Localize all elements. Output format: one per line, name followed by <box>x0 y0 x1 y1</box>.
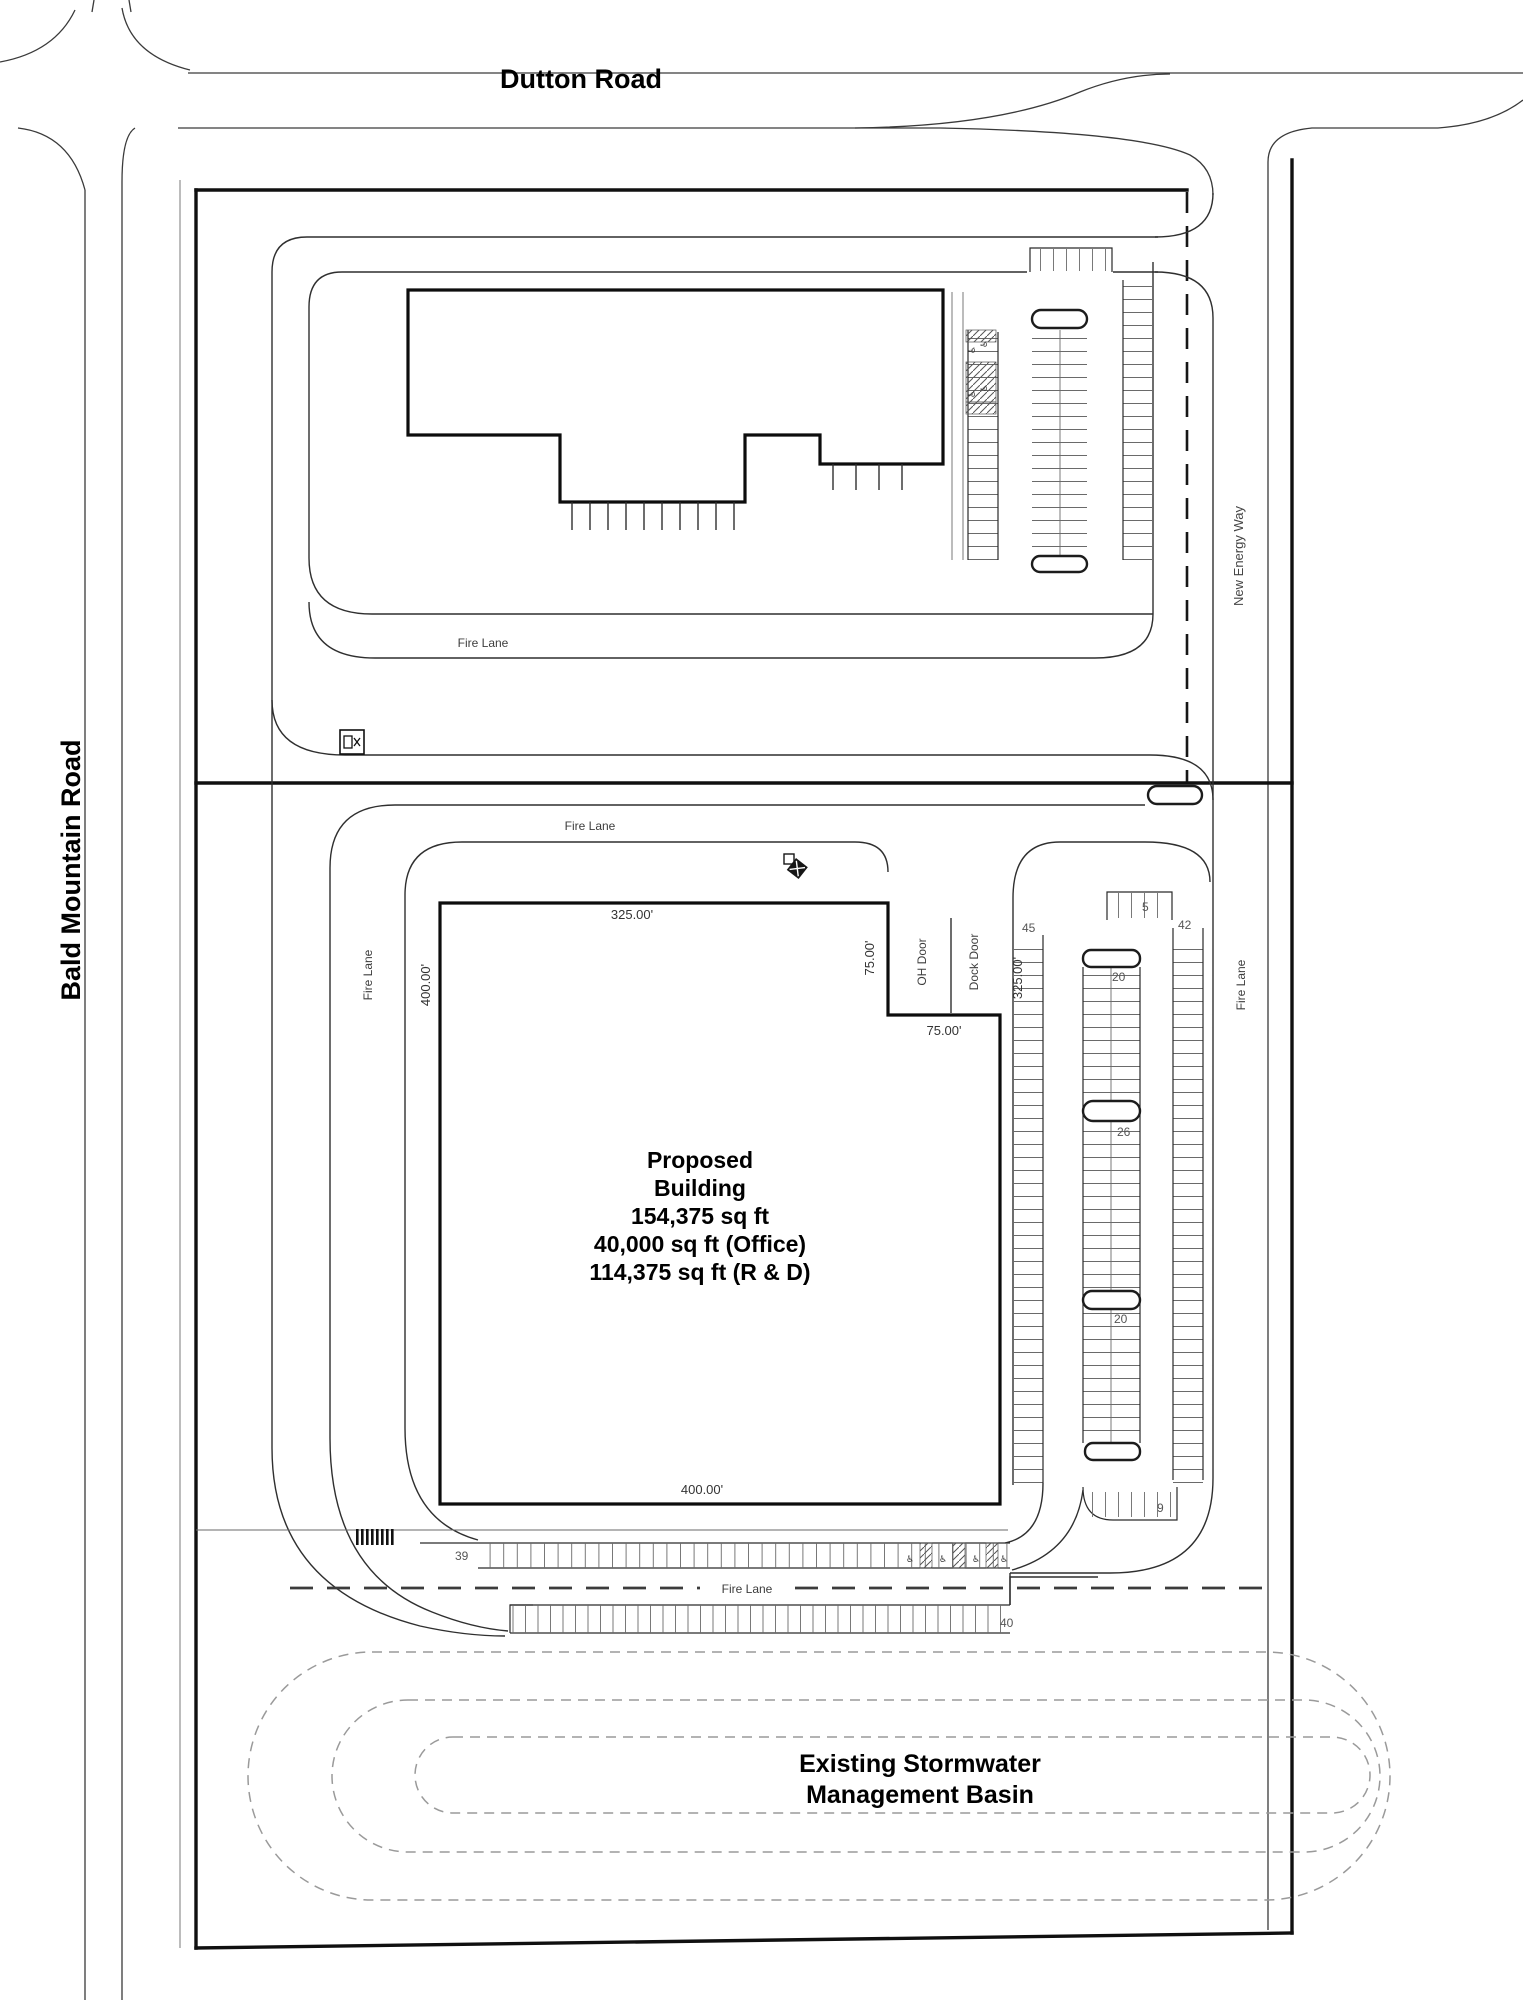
existing-building <box>408 290 963 560</box>
wheelchair-icon: ♿ <box>999 1555 1009 1565</box>
svg-text:40,000 sq ft (Office): 40,000 sq ft (Office) <box>593 1231 807 1257</box>
dim-court-width: 75.00' <box>926 1023 962 1038</box>
svg-text:Building: Building <box>654 1175 746 1201</box>
svg-text:Existing Stormwater: Existing Stormwater <box>799 1750 1041 1778</box>
dim-building-left: 400.00' <box>418 963 433 1007</box>
count-center-middle: 26 <box>1117 1125 1131 1139</box>
fire-lane-label-left: Fire Lane <box>361 949 375 1001</box>
wheelchair-icon: ♿ <box>938 1555 948 1565</box>
wheelchair-icon: ♿ <box>980 339 990 349</box>
road-label-dutton: Dutton Road <box>500 64 662 94</box>
wheelchair-icon: ♿ <box>971 1555 981 1565</box>
wheelchair-icon: ♿ <box>968 345 978 355</box>
dutton-road <box>178 73 1523 195</box>
road-label-bald-mountain: Bald Mountain Road <box>56 739 86 1001</box>
road-label-new-energy: New Energy Way <box>1231 506 1246 606</box>
parking-island <box>1032 556 1087 572</box>
fire-lane-label-right: Fire Lane <box>1234 959 1248 1011</box>
south-parking-rows <box>196 1529 1098 1633</box>
count-east-column: 42 <box>1178 918 1192 932</box>
parking-island <box>1148 786 1202 804</box>
bald-mountain-road <box>0 0 190 2000</box>
count-center-top: 20 <box>1112 970 1126 984</box>
upper-parking-lot <box>966 248 1153 572</box>
fire-lane-label-bottom: Fire Lane <box>721 1582 773 1596</box>
gate-symbol <box>784 854 808 879</box>
dim-court-depth: 75.00' <box>862 940 877 976</box>
svg-text:Management Basin: Management Basin <box>806 1781 1034 1809</box>
wheelchair-icon: ♿ <box>905 1555 915 1565</box>
svg-text:114,375 sq ft (R & D): 114,375 sq ft (R & D) <box>589 1259 811 1285</box>
svg-text:154,375 sq ft: 154,375 sq ft <box>630 1203 770 1229</box>
parking-island <box>1083 1101 1140 1121</box>
dim-building-top: 325.00' <box>610 907 654 922</box>
fire-lane-label-lower-top: Fire Lane <box>564 819 616 833</box>
count-south-stub: 9 <box>1157 1501 1164 1515</box>
dim-building-right: 325.00' <box>1010 956 1025 1000</box>
count-west-column: 45 <box>1022 921 1036 935</box>
parking-island <box>1083 1291 1140 1309</box>
count-north-row: 39 <box>455 1549 469 1563</box>
lower-parking-lot <box>1012 786 1203 1570</box>
dim-building-bottom: 400.00' <box>680 1482 724 1497</box>
parking-island <box>1085 1443 1140 1460</box>
parking-island <box>1083 950 1140 967</box>
oh-door-label: OH Door <box>915 938 929 986</box>
count-north-stub: 5 <box>1142 900 1149 914</box>
basin-label <box>799 1750 1041 1809</box>
wheelchair-icon: ♿ <box>980 383 990 393</box>
fire-lane-label-upper: Fire Lane <box>457 636 509 650</box>
wheelchair-icon: ♿ <box>968 389 978 399</box>
count-south-row: 40 <box>1000 1616 1014 1630</box>
transformer-symbol <box>340 730 364 754</box>
count-center-bottom: 20 <box>1114 1312 1128 1326</box>
svg-text:Proposed: Proposed <box>646 1147 754 1173</box>
parking-island <box>1032 310 1087 328</box>
crosswalk <box>356 1529 394 1545</box>
dock-door-label: Dock Door <box>967 933 981 991</box>
